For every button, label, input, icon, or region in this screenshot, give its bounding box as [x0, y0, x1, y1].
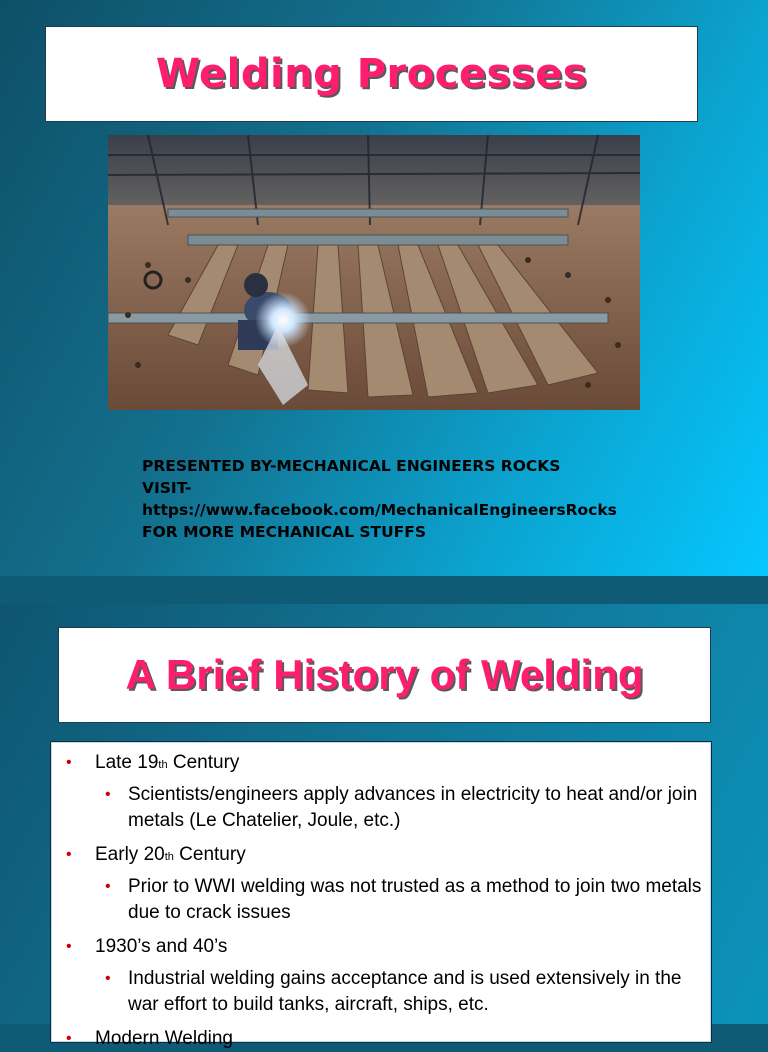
bullet-text: Early 20 [95, 844, 165, 865]
presenter-credit [142, 455, 617, 543]
bullet-text: 1930’s and 40’s [95, 936, 228, 957]
bullet-text: Scientists/engineers apply advances in electricity to heat and/or join metals (Le Chatelier, Joule, etc.) [128, 784, 698, 831]
bullet-text: Industrial welding gains acceptance and is used extensively in the war effort to build tanks, aircraft, ships, etc. [128, 968, 682, 1015]
welding-photo [108, 135, 640, 410]
bullet-text-suffix: Century [173, 844, 246, 865]
sub-bullet-item [51, 782, 711, 834]
bullet-text-suffix: Century [167, 752, 240, 773]
bullet-item [51, 842, 711, 868]
bullet-text: Modern Welding [95, 1028, 234, 1049]
slide-2 [0, 604, 768, 1049]
bullet-text: Prior to WWI welding was not trusted as a method to join two metals due to crack issues [128, 876, 702, 923]
presenter-line: FOR MORE MECHANICAL STUFFS [142, 523, 427, 541]
sub-bullet-item [51, 874, 711, 926]
sub-bullet-item [51, 966, 711, 1018]
superscript: th [158, 759, 168, 771]
slide-2-content [50, 741, 712, 1049]
presenter-line: PRESENTED BY-MECHANICAL ENGINEERS ROCKS [142, 457, 561, 475]
history-bullet-list [51, 750, 711, 1052]
slide-2-title: A Brief History of Welding [125, 651, 644, 698]
facebook-link[interactable]: https://www.facebook.com/MechanicalEngineersRocks [142, 501, 617, 519]
slide-1-title-box [45, 26, 698, 122]
welding-photo-image [108, 135, 640, 410]
bullet-item [51, 750, 711, 776]
bullet-text: Late 19 [95, 752, 159, 773]
slide-2-title-box [58, 627, 711, 723]
bullet-item [51, 934, 711, 960]
bullet-item [51, 1026, 711, 1052]
presenter-line: VISIT- [142, 479, 192, 497]
slide-1-title: Welding Processes [155, 51, 588, 97]
superscript: th [164, 851, 174, 863]
slide-gap [0, 576, 768, 604]
